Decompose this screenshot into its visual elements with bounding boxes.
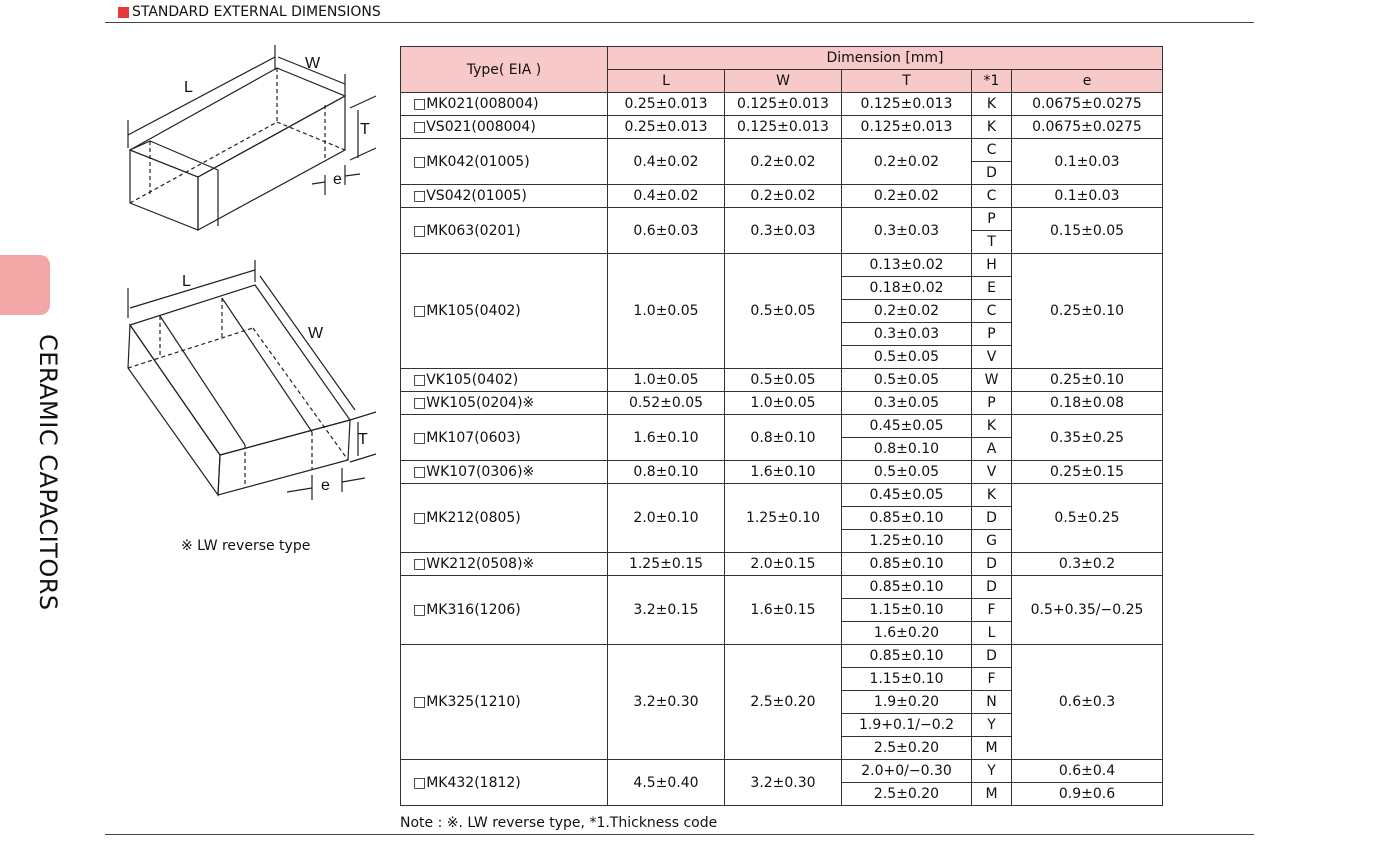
W-cell: 1.6±0.15 bbox=[725, 576, 842, 645]
code-cell: P bbox=[972, 323, 1012, 346]
table-body bbox=[401, 93, 1163, 806]
header-T: T bbox=[842, 70, 972, 93]
e-cell: 0.18±0.08 bbox=[1012, 392, 1163, 415]
L-cell: 1.6±0.10 bbox=[608, 415, 725, 461]
e-cell: 0.3±0.2 bbox=[1012, 553, 1163, 576]
code-cell: G bbox=[972, 530, 1012, 553]
code-cell: M bbox=[972, 737, 1012, 760]
code-cell: P bbox=[972, 208, 1012, 231]
T-cell: 1.9+0.1/−0.2 bbox=[842, 714, 972, 737]
code-cell: V bbox=[972, 461, 1012, 484]
type-cell: □MK325(1210) bbox=[401, 645, 608, 760]
L-cell: 0.25±0.013 bbox=[608, 93, 725, 116]
L-cell: 0.6±0.03 bbox=[608, 208, 725, 254]
W-cell: 3.2±0.30 bbox=[725, 760, 842, 806]
e-cell: 0.0675±0.0275 bbox=[1012, 116, 1163, 139]
T-cell: 0.5±0.05 bbox=[842, 346, 972, 369]
code-cell: Y bbox=[972, 714, 1012, 737]
e-cell: 0.15±0.05 bbox=[1012, 208, 1163, 254]
code-cell: D bbox=[972, 162, 1012, 185]
code-cell: A bbox=[972, 438, 1012, 461]
code-cell: M bbox=[972, 783, 1012, 806]
table-row bbox=[401, 415, 1163, 438]
W-cell: 1.6±0.10 bbox=[725, 461, 842, 484]
bottom-e-label: e bbox=[321, 477, 330, 494]
header-L: L bbox=[608, 70, 725, 93]
T-cell: 0.85±0.10 bbox=[842, 553, 972, 576]
type-cell: □WK212(0508)※ bbox=[401, 553, 608, 576]
table-row bbox=[401, 392, 1163, 415]
L-cell: 0.4±0.02 bbox=[608, 139, 725, 185]
T-cell: 0.45±0.05 bbox=[842, 484, 972, 507]
T-cell: 1.9±0.20 bbox=[842, 691, 972, 714]
e-cell: 0.0675±0.0275 bbox=[1012, 93, 1163, 116]
L-cell: 0.25±0.013 bbox=[608, 116, 725, 139]
e-cell: 0.25±0.10 bbox=[1012, 254, 1163, 369]
L-cell: 1.25±0.15 bbox=[608, 553, 725, 576]
code-cell: D bbox=[972, 553, 1012, 576]
L-cell: 3.2±0.30 bbox=[608, 645, 725, 760]
L-cell: 4.5±0.40 bbox=[608, 760, 725, 806]
code-cell: V bbox=[972, 346, 1012, 369]
W-cell: 0.3±0.03 bbox=[725, 208, 842, 254]
table-row bbox=[401, 93, 1163, 116]
T-cell: 0.5±0.05 bbox=[842, 461, 972, 484]
top-T-label: T bbox=[360, 121, 370, 138]
code-cell: K bbox=[972, 415, 1012, 438]
type-cell: □VS042(01005) bbox=[401, 185, 608, 208]
code-cell: F bbox=[972, 599, 1012, 622]
T-cell: 0.2±0.02 bbox=[842, 300, 972, 323]
type-cell: □WK105(0204)※ bbox=[401, 392, 608, 415]
W-cell: 1.25±0.10 bbox=[725, 484, 842, 553]
bottom-L-label: L bbox=[182, 273, 191, 290]
table-row bbox=[401, 576, 1163, 599]
L-cell: 2.0±0.10 bbox=[608, 484, 725, 553]
T-cell: 0.125±0.013 bbox=[842, 93, 972, 116]
T-cell: 2.5±0.20 bbox=[842, 737, 972, 760]
T-cell: 2.0+0/−0.30 bbox=[842, 760, 972, 783]
T-cell: 1.6±0.20 bbox=[842, 622, 972, 645]
side-label: CERAMIC CAPACITORS bbox=[34, 334, 62, 611]
e-cell: 0.5±0.25 bbox=[1012, 484, 1163, 553]
T-cell: 0.8±0.10 bbox=[842, 438, 972, 461]
code-cell: T bbox=[972, 231, 1012, 254]
W-cell: 2.5±0.20 bbox=[725, 645, 842, 760]
table-row bbox=[401, 760, 1163, 783]
top-e-label: e bbox=[333, 171, 342, 188]
type-cell: □MK105(0402) bbox=[401, 254, 608, 369]
e-cell: 0.25±0.10 bbox=[1012, 369, 1163, 392]
T-cell: 0.13±0.02 bbox=[842, 254, 972, 277]
code-cell: K bbox=[972, 484, 1012, 507]
W-cell: 0.5±0.05 bbox=[725, 254, 842, 369]
T-cell: 0.85±0.10 bbox=[842, 645, 972, 668]
code-cell: D bbox=[972, 507, 1012, 530]
code-cell: H bbox=[972, 254, 1012, 277]
T-cell: 0.18±0.02 bbox=[842, 277, 972, 300]
W-cell: 2.0±0.15 bbox=[725, 553, 842, 576]
lw-reverse-note: ※ LW reverse type bbox=[181, 538, 311, 554]
T-cell: 0.45±0.05 bbox=[842, 415, 972, 438]
W-cell: 0.125±0.013 bbox=[725, 93, 842, 116]
W-cell: 0.2±0.02 bbox=[725, 139, 842, 185]
table-row bbox=[401, 116, 1163, 139]
table-row bbox=[401, 208, 1163, 231]
W-cell: 0.5±0.05 bbox=[725, 369, 842, 392]
L-cell: 1.0±0.05 bbox=[608, 254, 725, 369]
e-cell: 0.5+0.35/−0.25 bbox=[1012, 576, 1163, 645]
T-cell: 1.15±0.10 bbox=[842, 599, 972, 622]
table-row bbox=[401, 185, 1163, 208]
e-cell: 0.1±0.03 bbox=[1012, 139, 1163, 185]
code-cell: C bbox=[972, 185, 1012, 208]
code-cell: P bbox=[972, 392, 1012, 415]
W-cell: 0.2±0.02 bbox=[725, 185, 842, 208]
T-cell: 0.85±0.10 bbox=[842, 576, 972, 599]
code-cell: E bbox=[972, 277, 1012, 300]
type-cell: □MK063(0201) bbox=[401, 208, 608, 254]
code-cell: Y bbox=[972, 760, 1012, 783]
top-L-label: L bbox=[184, 79, 193, 96]
table-row bbox=[401, 369, 1163, 392]
dimension-table bbox=[400, 46, 1163, 806]
footnote: Note : ※. LW reverse type, *1.Thickness code bbox=[400, 815, 718, 831]
bottom-T-label: T bbox=[358, 431, 368, 448]
T-cell: 0.3±0.05 bbox=[842, 392, 972, 415]
code-cell: C bbox=[972, 139, 1012, 162]
code-cell: K bbox=[972, 93, 1012, 116]
top-chip-drawing bbox=[128, 45, 376, 230]
W-cell: 0.125±0.013 bbox=[725, 116, 842, 139]
W-cell: 1.0±0.05 bbox=[725, 392, 842, 415]
T-cell: 1.25±0.10 bbox=[842, 530, 972, 553]
L-cell: 0.8±0.10 bbox=[608, 461, 725, 484]
code-cell: W bbox=[972, 369, 1012, 392]
code-cell: F bbox=[972, 668, 1012, 691]
section-title: STANDARD EXTERNAL DIMENSIONS bbox=[132, 4, 381, 20]
type-cell: □MK021(008004) bbox=[401, 93, 608, 116]
type-cell: □MK432(1812) bbox=[401, 760, 608, 806]
T-cell: 1.15±0.10 bbox=[842, 668, 972, 691]
L-cell: 0.4±0.02 bbox=[608, 185, 725, 208]
header-W: W bbox=[725, 70, 842, 93]
L-cell: 0.52±0.05 bbox=[608, 392, 725, 415]
code-cell: K bbox=[972, 116, 1012, 139]
T-cell: 0.2±0.02 bbox=[842, 185, 972, 208]
e-cell: 0.6±0.4 bbox=[1012, 760, 1163, 783]
code-cell: C bbox=[972, 300, 1012, 323]
T-cell: 0.3±0.03 bbox=[842, 323, 972, 346]
type-cell: □MK212(0805) bbox=[401, 484, 608, 553]
bottom-divider bbox=[105, 834, 1254, 835]
W-cell: 0.8±0.10 bbox=[725, 415, 842, 461]
table-row bbox=[401, 484, 1163, 507]
T-cell: 0.85±0.10 bbox=[842, 507, 972, 530]
bottom-W-label: W bbox=[308, 325, 324, 342]
code-cell: D bbox=[972, 645, 1012, 668]
header-type: Type( EIA ) bbox=[401, 47, 608, 93]
type-cell: □MK042(01005) bbox=[401, 139, 608, 185]
e-cell: 0.25±0.15 bbox=[1012, 461, 1163, 484]
e-cell: 0.35±0.25 bbox=[1012, 415, 1163, 461]
table-row bbox=[401, 254, 1163, 277]
header-code: *1 bbox=[972, 70, 1012, 93]
header-e: e bbox=[1012, 70, 1163, 93]
T-cell: 0.5±0.05 bbox=[842, 369, 972, 392]
T-cell: 0.125±0.013 bbox=[842, 116, 972, 139]
e-cell: 0.6±0.3 bbox=[1012, 645, 1163, 760]
type-cell: □VS021(008004) bbox=[401, 116, 608, 139]
table-row bbox=[401, 461, 1163, 484]
table-row bbox=[401, 645, 1163, 668]
L-cell: 3.2±0.15 bbox=[608, 576, 725, 645]
bottom-chip-drawing bbox=[128, 260, 376, 500]
e-cell: 0.1±0.03 bbox=[1012, 185, 1163, 208]
type-cell: □VK105(0402) bbox=[401, 369, 608, 392]
code-cell: L bbox=[972, 622, 1012, 645]
code-cell: N bbox=[972, 691, 1012, 714]
table-row bbox=[401, 139, 1163, 162]
header-dimension: Dimension [mm] bbox=[608, 47, 1163, 70]
table-row bbox=[401, 553, 1163, 576]
top-W-label: W bbox=[305, 55, 321, 72]
type-cell: □WK107(0306)※ bbox=[401, 461, 608, 484]
e-cell: 0.9±0.6 bbox=[1012, 783, 1163, 806]
type-cell: □MK107(0603) bbox=[401, 415, 608, 461]
code-cell: D bbox=[972, 576, 1012, 599]
L-cell: 1.0±0.05 bbox=[608, 369, 725, 392]
T-cell: 0.3±0.03 bbox=[842, 208, 972, 254]
type-cell: □MK316(1206) bbox=[401, 576, 608, 645]
T-cell: 0.2±0.02 bbox=[842, 139, 972, 185]
dimension-diagram bbox=[0, 0, 400, 560]
T-cell: 2.5±0.20 bbox=[842, 783, 972, 806]
